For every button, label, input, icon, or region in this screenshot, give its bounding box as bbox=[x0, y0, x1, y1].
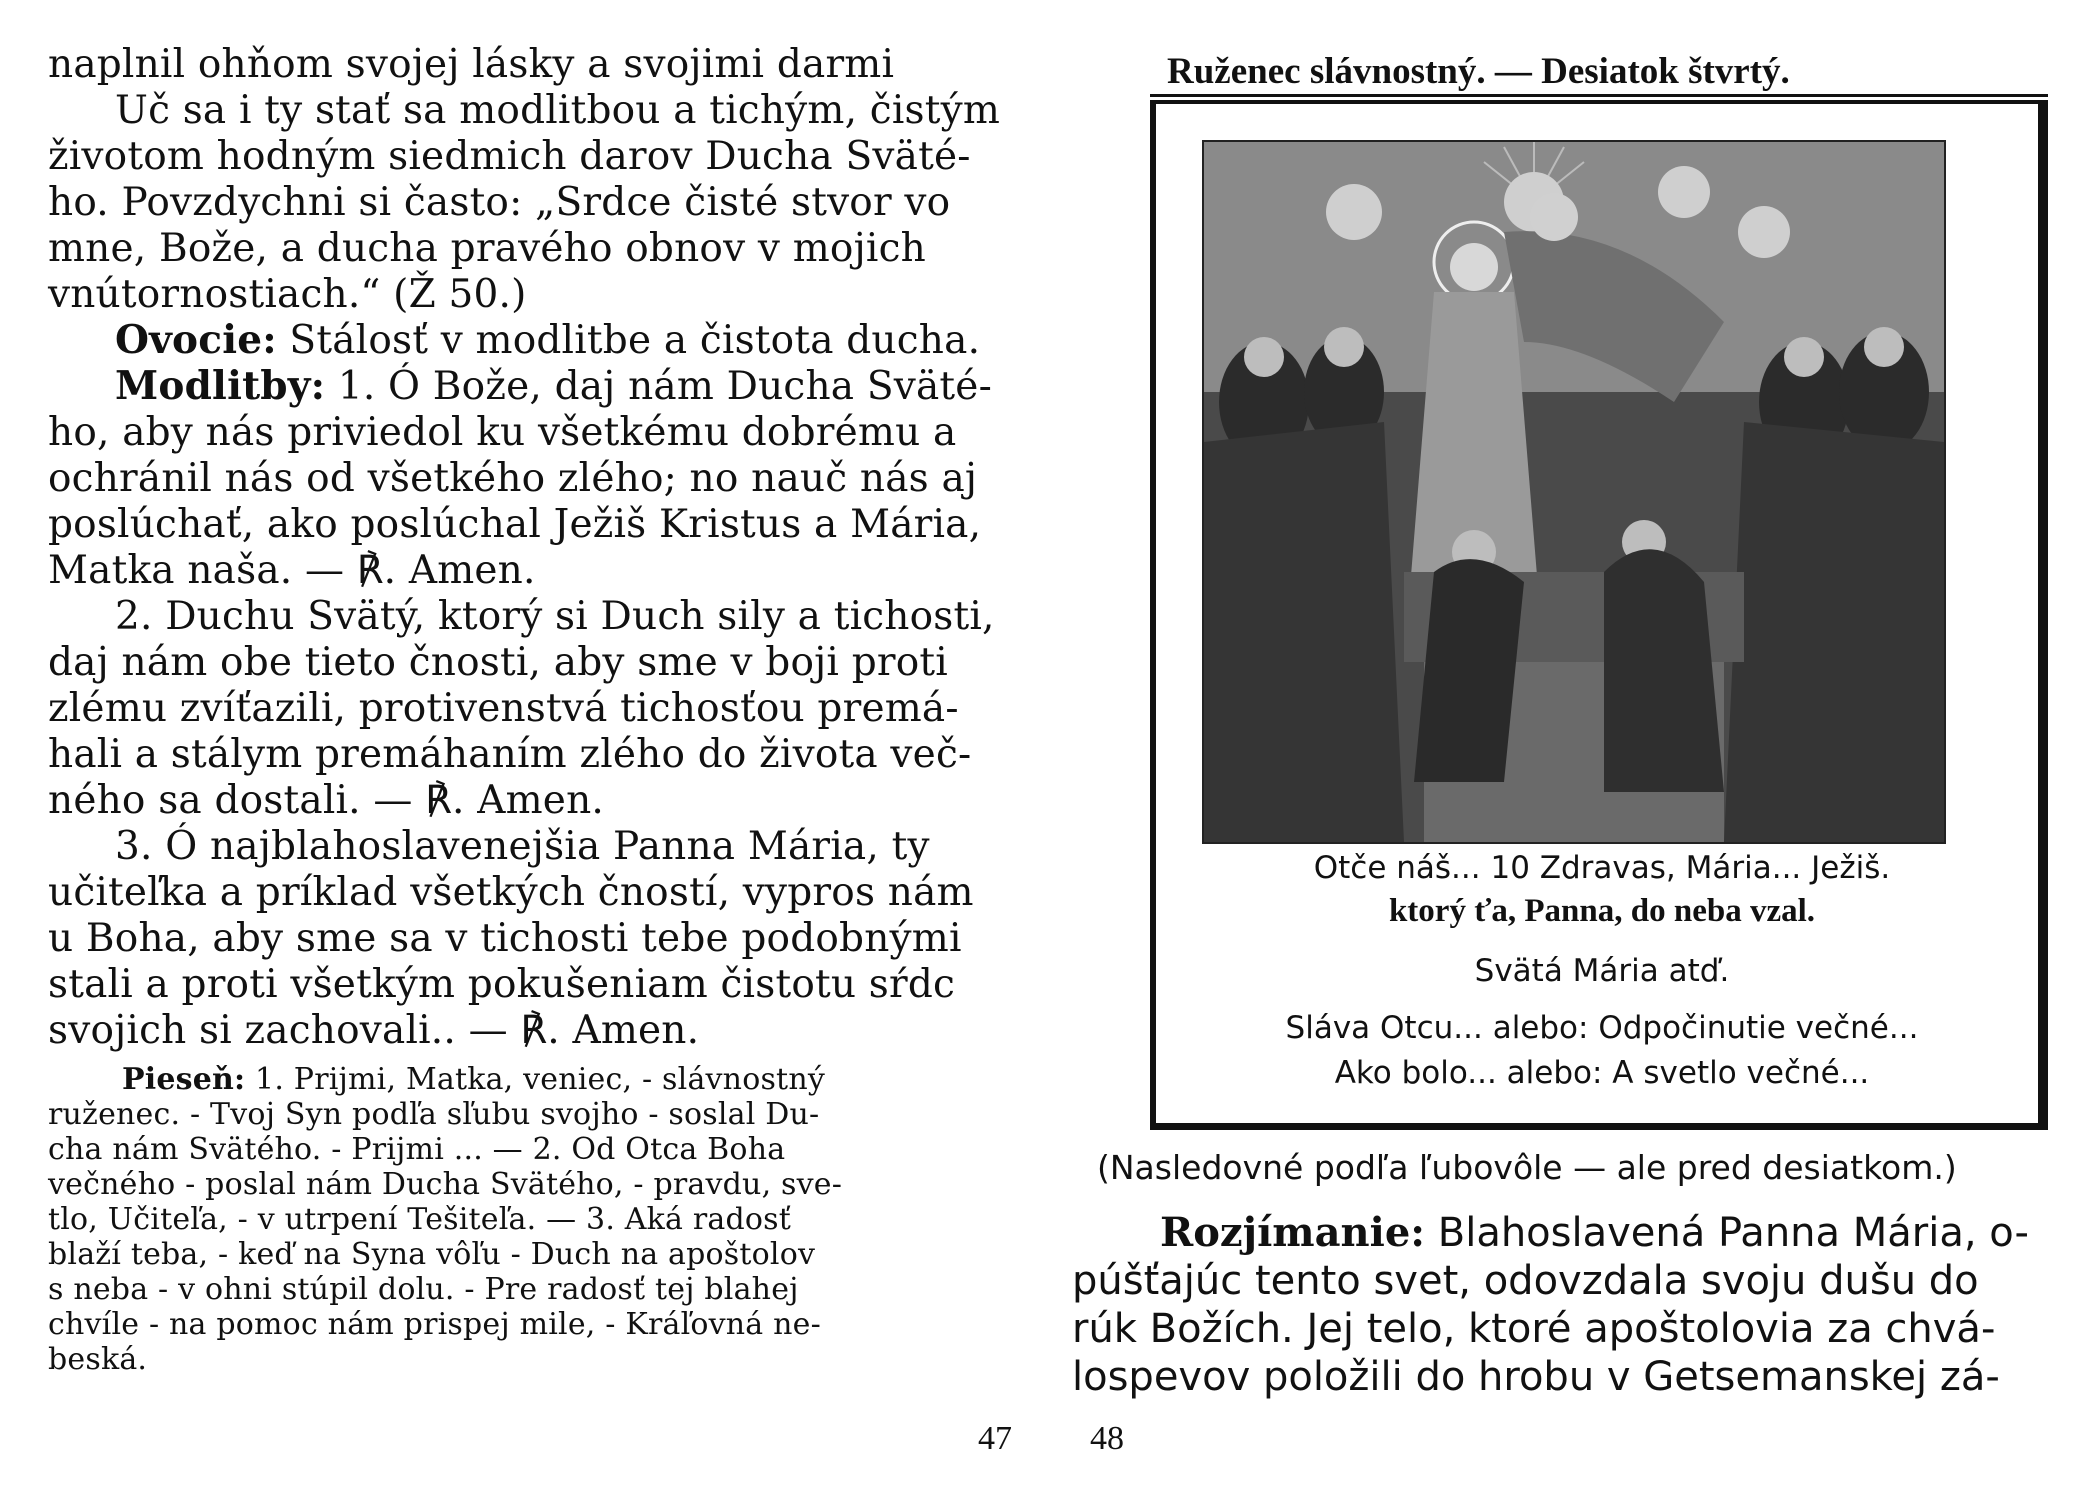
meditation-line: Rozjímanie: Blahoslavená Panna Mária, o- bbox=[1160, 1209, 2029, 1256]
text-line: u Boha, aby sme sa v tichosti tebe podobnými bbox=[48, 916, 962, 961]
text-line: naplnil ohňom svojej lásky a svojimi darmi bbox=[48, 42, 895, 87]
page-heading: Ruženec slávnostný. — Desiatok štvrtý. bbox=[1167, 51, 1790, 92]
prayers-line: Modlitby: 1. Ó Bože, daj nám Ducha Sväté- bbox=[115, 363, 992, 409]
song-line: chvíle - na pomoc nám prispej mile, - Kráľovná ne- bbox=[48, 1307, 821, 1342]
right-page bbox=[1042, 0, 2084, 1500]
engraving-image bbox=[1204, 142, 1944, 842]
fruit-line: Ovocie: Stálosť v modlitbe a čistota ducha. bbox=[115, 317, 981, 363]
song-line: beská. bbox=[48, 1342, 148, 1377]
text-line: daj nám obe tieto čnosti, aby sme v boji proti bbox=[48, 640, 948, 685]
text-line: hali a stálym premáhaním zlého do života več- bbox=[48, 732, 972, 777]
mystery-line: ktorý ťa, Panna, do neba vzal. bbox=[1388, 893, 1816, 929]
text-line: Uč sa i ty stať sa modlitbou a tichým, čistým bbox=[115, 88, 1000, 133]
text-line: životom hodným siedmich darov Ducha Sväté- bbox=[48, 134, 971, 179]
assumption-illustration bbox=[1202, 140, 1946, 844]
prayer-line: Sláva Otcu... alebo: Odpočinutie večné... bbox=[1285, 1010, 1919, 1046]
prayer-line: Svätá Mária atď. bbox=[1474, 953, 1730, 989]
song-line: Pieseň: 1. Prijmi, Matka, veniec, - slávnostný bbox=[122, 1062, 825, 1097]
text-line: zlému zvíťazili, protivenstvá tichosťou premá- bbox=[48, 686, 959, 731]
song-line: s neba - v ohni stúpil dolu. - Pre radosť tej blahej bbox=[48, 1272, 799, 1307]
text-line: mne, Bože, a ducha pravého obnov v mojich bbox=[48, 226, 926, 271]
meditation-line: púšťajúc tento svet, odovzdala svoju dušu do bbox=[1072, 1258, 1979, 1304]
page-number: 48 bbox=[1090, 1420, 1124, 1457]
text-line: 3. Ó najblahoslavenejšia Panna Mária, ty bbox=[115, 824, 930, 869]
meditation-line: rúk Božích. Jej telo, ktoré apoštolovia za chvá- bbox=[1072, 1306, 1996, 1352]
text-line: učiteľka a príklad všetkých čností, vypros nám bbox=[48, 870, 974, 915]
song-line: tlo, Učiteľa, - v utrpení Tešiteľa. — 3. Aká radosť bbox=[48, 1202, 792, 1237]
text-line: Matka naša. — ℟. Amen. bbox=[48, 548, 536, 593]
prayer-line: Ako bolo... alebo: A svetlo večné... bbox=[1334, 1055, 1870, 1091]
optional-note: (Nasledovné podľa ľubovôle — ale pred desiatkom.) bbox=[1097, 1148, 1957, 1187]
text-line: svojich si zachovali.. — ℟. Amen. bbox=[48, 1008, 700, 1053]
song-line: blaží teba, - keď na Syna vôľu - Duch na apoštolov bbox=[48, 1237, 816, 1272]
text-line: ochránil nás od všetkého zlého; no nauč nás aj bbox=[48, 456, 978, 501]
text-line: vnútornostiach.“ (Ž 50.) bbox=[48, 272, 527, 317]
text-line: 2. Duchu Svätý, ktorý si Duch sily a tichosti, bbox=[115, 594, 995, 639]
text-line: ného sa dostali. — ℟. Amen. bbox=[48, 778, 604, 823]
song-line: cha nám Svätého. - Prijmi ... — 2. Od Otca Boha bbox=[48, 1132, 786, 1167]
text-line: poslúchať, ako poslúchal Ježiš Kristus a Mária, bbox=[48, 502, 982, 547]
prayer-line: Otče náš... 10 Zdravas, Mária... Ježiš. bbox=[1313, 850, 1891, 886]
text-line: stali a proti všetkým pokušeniam čistotu sŕdc bbox=[48, 962, 956, 1007]
page-number: 47 bbox=[978, 1420, 1012, 1457]
song-line: večného - poslal nám Ducha Svätého, - pravdu, sve- bbox=[48, 1167, 843, 1202]
song-line: ruženec. - Tvoj Syn podľa sľubu svojho - soslal Du- bbox=[48, 1097, 820, 1132]
text-line: ho. Povzdychni si často: „Srdce čisté stvor vo bbox=[48, 180, 951, 225]
text-line: ho, aby nás priviedol ku všetkému dobrému a bbox=[48, 410, 957, 455]
heading-rule bbox=[1150, 94, 2048, 97]
meditation-line: lospevov položili do hrobu v Getsemanskej zá- bbox=[1072, 1354, 2000, 1400]
